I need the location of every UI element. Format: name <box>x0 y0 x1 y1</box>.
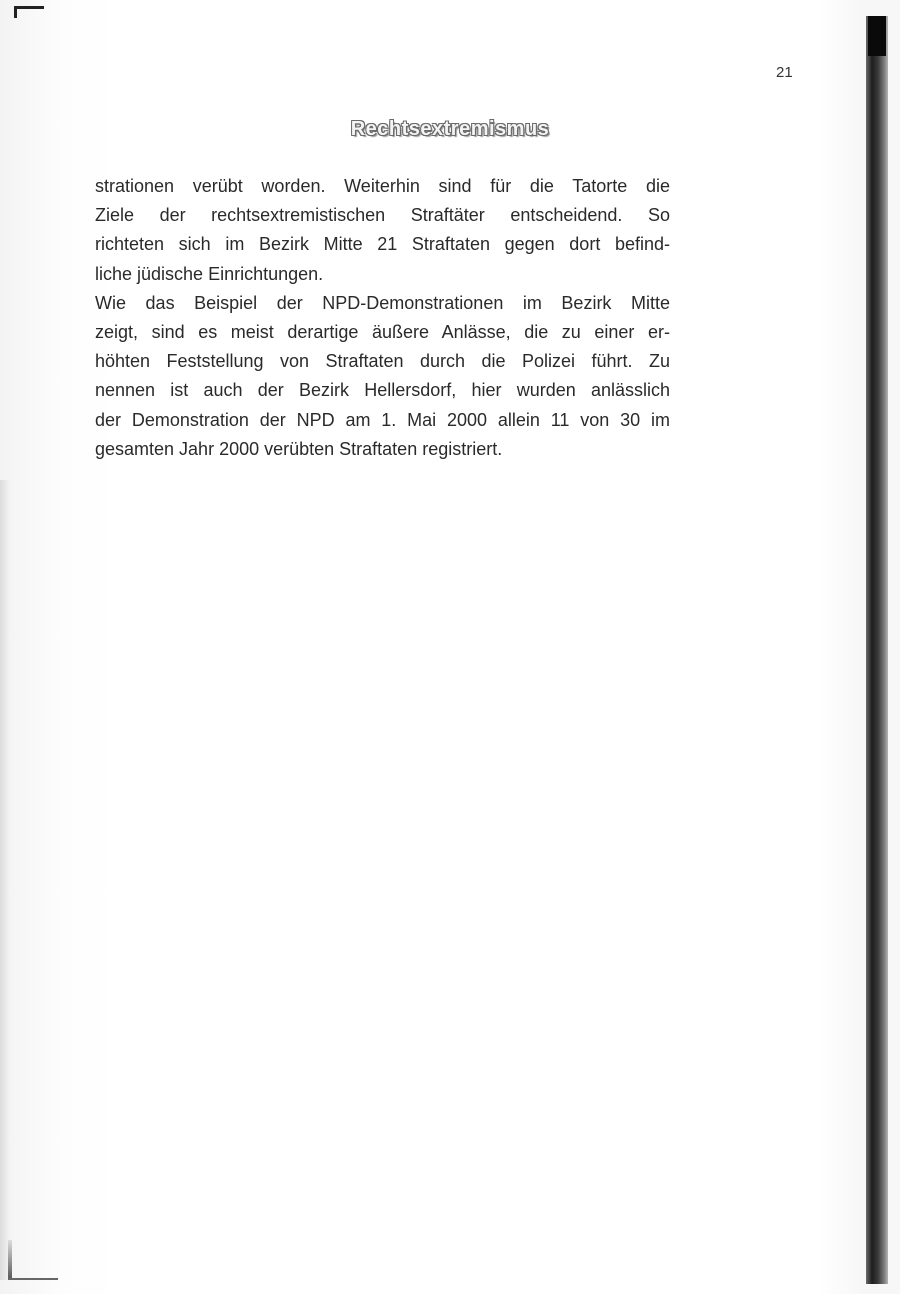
text-line: gesamten Jahr 2000 verübten Straftaten registriert. <box>95 438 503 459</box>
text-line: Ziele der rechtsextremistischen Straftäter entscheidend. So <box>95 205 670 226</box>
scan-binding-edge <box>866 16 888 1284</box>
scan-crop-mark-top <box>14 6 44 9</box>
text-line: zeigt, sind es meist derartige äußere Anlässe, die zu einer er- <box>95 321 670 342</box>
text-line: liche jüdische Einrichtungen. <box>95 263 324 284</box>
text-line: der Demonstration der NPD am 1. Mai 2000 allein 11 von 30 im <box>95 409 670 430</box>
text-line: strationen verübt worden. Weiterhin sind für die Tatorte die <box>95 176 670 196</box>
text-line: Wie das Beispiel der NPD-Demonstrationen im Bezirk Mitte <box>95 292 670 313</box>
page-number: 21 <box>776 64 793 81</box>
text-line: höhten Feststellung von Straftaten durch die Polizei führt. Zu <box>95 351 670 372</box>
text-line: nennen ist auch der Bezirk Hellersdorf, hier wurden anlässlich <box>95 380 670 401</box>
text-line: richteten sich im Bezirk Mitte 21 Straftaten gegen dort befind- <box>95 234 670 255</box>
running-header-title: Rechtsextremismus <box>350 118 550 140</box>
scan-crop-mark-bottom <box>8 1240 12 1280</box>
scan-left-shadow <box>0 480 10 1280</box>
body-text <box>95 172 670 464</box>
